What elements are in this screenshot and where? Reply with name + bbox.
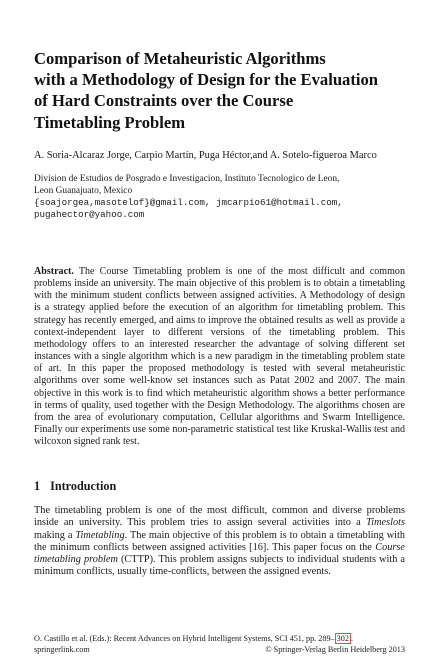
author-emails: pugahector@yahoo.com bbox=[34, 208, 145, 220]
last-page-link[interactable]: 302 bbox=[336, 634, 349, 643]
affiliation bbox=[34, 174, 343, 220]
introduction-paragraph bbox=[34, 505, 405, 579]
intro-emphasis: Timeslots bbox=[366, 517, 405, 529]
affiliation-institution: Division de Estudios de Posgrado e Investigacion, Instituto Tecnologico de Leon, bbox=[34, 174, 340, 184]
intro-text: . The main objective of this problem is to obtain a timetabling with the minimum conflicts between assigned activities [16]. This paper focus on the bbox=[34, 529, 406, 553]
copyright-notice: © Springer-Verlag Berlin Heidelberg 2013 bbox=[265, 644, 405, 654]
paper-title bbox=[34, 48, 414, 133]
abstract-label: Abstract. bbox=[34, 266, 74, 277]
title-line: with a Methodology of Design for the Evaluation bbox=[34, 70, 379, 90]
citation-text: O. Castillo et al. (Eds.): Recent Advances on Hybrid Intelligent Systems, SCI 451, pp. 289– bbox=[34, 634, 335, 643]
abstract-text: The Course Timetabling problem is one of the most difficult and common problems inside an university. The main objective of this problem is to obtain a timetabling with the minimum student conflicts between assigned activities. A Methodology of design is a strategy applied before the execution of an algorithm for timetabling problem. This strategy has recently emerged, and aims to improve the obtained results as well as provide a context-independent layer to different versions of the timetabling problem. This methodology offers to an interested researcher the advantage of solving different set instances with a single algorithm which is a new paradigm in the timetabling problem state of art. In this paper the proposed methodology is tested with several metaheuristic algorithms over some well-know set instances such as Patat 2002 and 2007. The main objective in this work is to find which metaheuristic algorithm shows a better performance in terms of quality, used together with the Design Methodology. The algorithms chosen are from the area of evolutionary computation, Cellular algorithms and Swarm Intelligence. Finally our experiments use some non-parametric statistical test like Kruskal-Wallis test and wilcoxon signed rank test. bbox=[34, 266, 405, 448]
section-number: 1 bbox=[34, 479, 41, 493]
affiliation-location: Leon Guanajuato, Mexico bbox=[34, 185, 133, 196]
footer-citation bbox=[34, 634, 353, 645]
intro-emphasis: Course timetabling problem bbox=[34, 541, 405, 565]
page-footer bbox=[34, 634, 405, 655]
intro-text: making a bbox=[34, 529, 76, 541]
title-line: of Hard Constraints over the Course bbox=[34, 91, 294, 111]
publisher-site: springerlink.com bbox=[34, 644, 90, 654]
abstract bbox=[34, 266, 405, 448]
citation-end: . bbox=[350, 634, 353, 643]
intro-text: (CTTP). This problem assigns subjects to individual students with a minimum conflicts, usually time-conflicts, between the assigned events. bbox=[34, 554, 405, 578]
author-list: A. Soria-Alcaraz Jorge, Carpio Martín, Puga Héctor,and A. Sotelo-figueroa Marco bbox=[34, 150, 377, 161]
intro-emphasis: Timetabling bbox=[75, 529, 125, 541]
title-line: Comparison of Metaheuristic Algorithms bbox=[34, 49, 326, 68]
title-line: Timetabling Problem bbox=[34, 112, 186, 132]
section-title: Introduction bbox=[50, 479, 117, 493]
section-heading bbox=[34, 479, 116, 494]
author-emails: {soajorgea,masotelof}@gmail.com, jmcarpio61@hotmail.com, bbox=[34, 197, 343, 209]
intro-text: The timetabling problem is one of the most difficult, common and diverse problems inside an university. This problem tries to assign several activities into a bbox=[34, 505, 405, 529]
